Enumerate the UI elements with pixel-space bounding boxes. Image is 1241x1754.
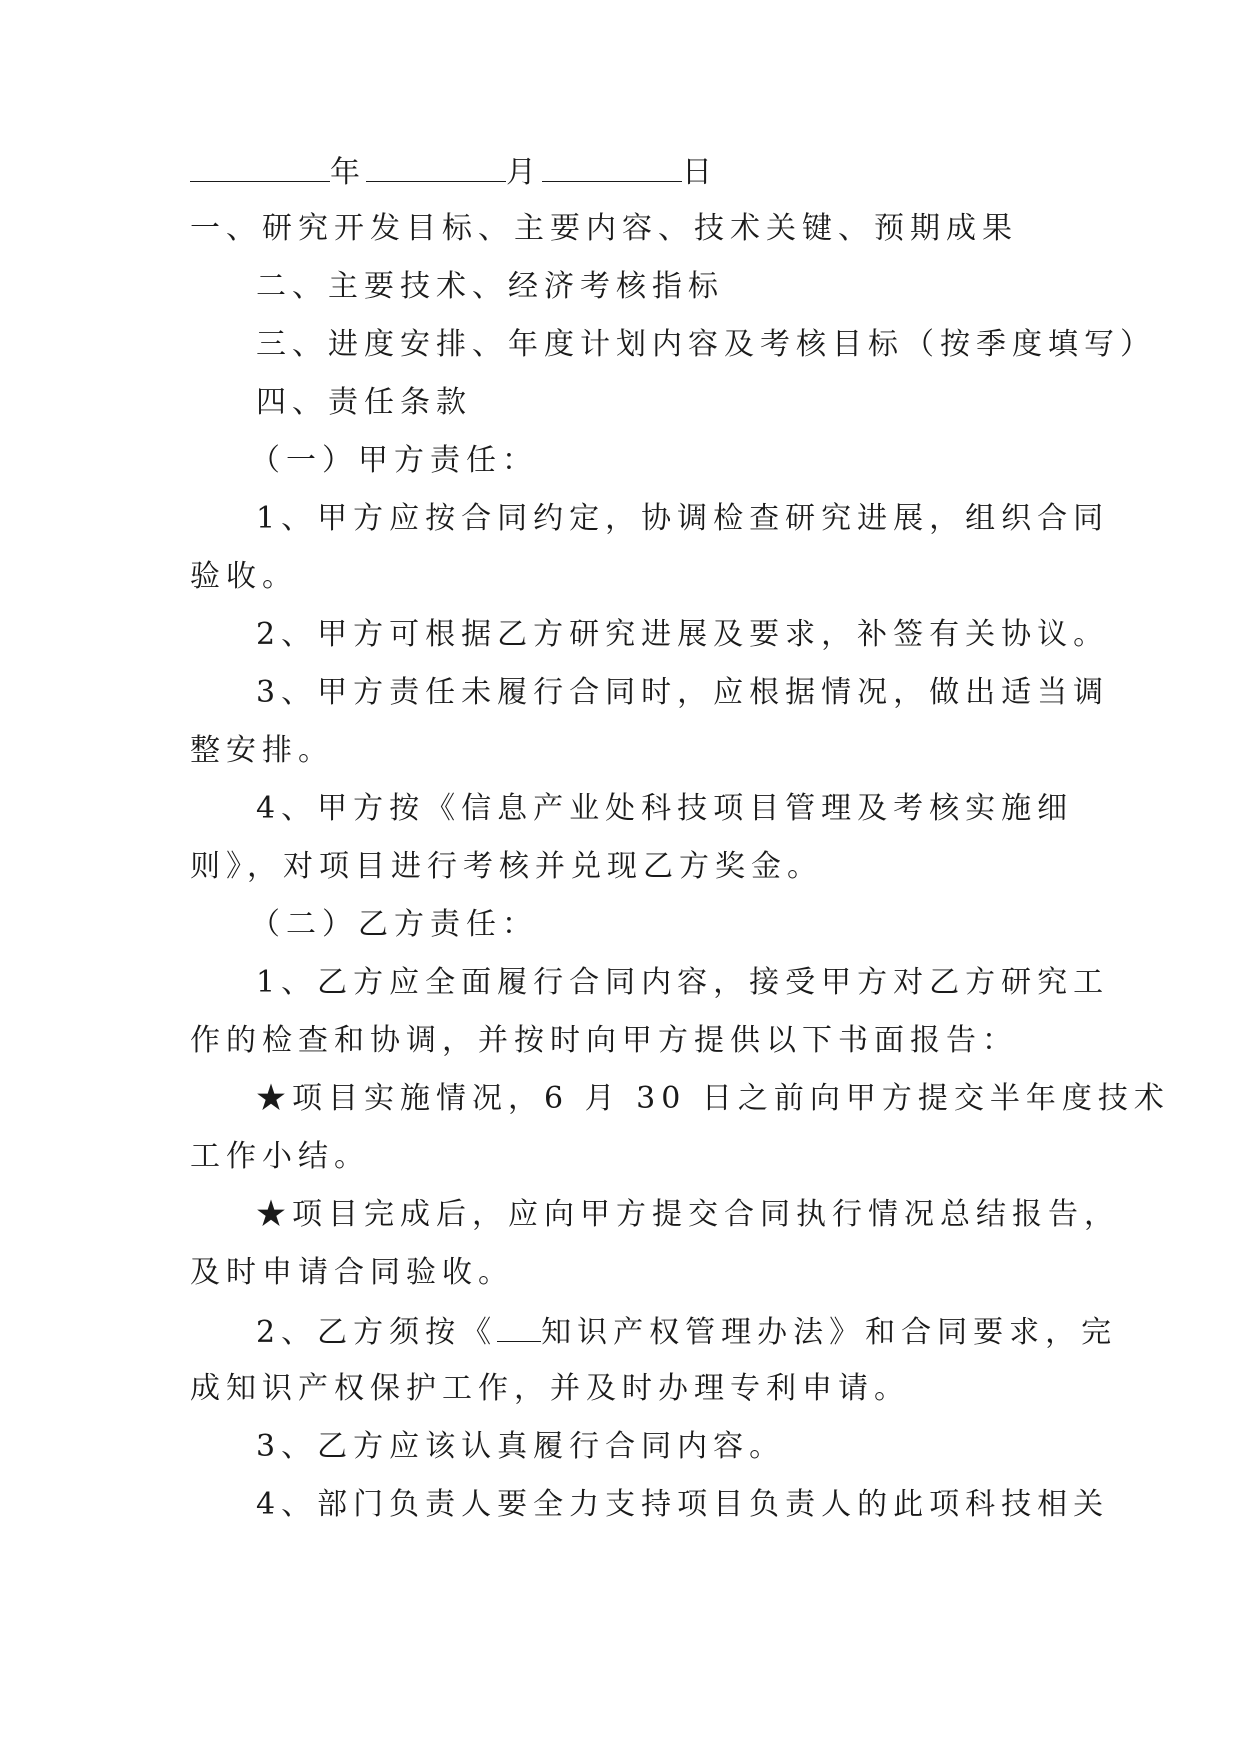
party-a-item-1-line-1: 1、甲方应按合同约定，协调检查研究进展，组织合同 <box>256 501 1110 536</box>
day-label: 日 <box>682 155 718 190</box>
year-label: 年 <box>330 155 366 190</box>
section-heading-2: 二、主要技术、经济考核指标 <box>256 269 724 304</box>
subsection-party-b: （二）乙方责任： <box>250 907 538 942</box>
day-blank[interactable] <box>542 151 682 182</box>
party-b-item-4-line-1: 4、部门负责人要全力支持项目负责人的此项科技相关 <box>256 1487 1110 1522</box>
party-b-item-1-line-2: 作的检查和协调，并按时向甲方提供以下书面报告： <box>190 1023 1018 1058</box>
section-heading-4: 四、责任条款 <box>256 385 472 420</box>
party-a-item-3-line-2: 整安排。 <box>190 733 334 768</box>
party-b-bullet-1-line-1: ★项目实施情况，6 月 30 日之前向甲方提交半年度技术 <box>256 1081 1170 1116</box>
party-b-bullet-2-line-2: 及时申请合同验收。 <box>190 1255 514 1290</box>
date-line <box>190 151 1070 193</box>
section-heading-3: 三、进度安排、年度计划内容及考核目标（按季度填写） <box>256 327 1156 362</box>
party-b-item-2-line-2: 成知识产权保护工作，并及时办理专利申请。 <box>190 1371 910 1406</box>
party-b-bullet-2-line-1: ★项目完成后，应向甲方提交合同执行情况总结报告， <box>256 1197 1120 1232</box>
party-a-item-3-line-1: 3、甲方责任未履行合同时，应根据情况，做出适当调 <box>256 675 1110 710</box>
party-a-item-4-line-1: 4、甲方按《信息产业处科技项目管理及考核实施细 <box>256 791 1074 826</box>
party-a-item-2: 2、甲方可根据乙方研究进展及要求，补签有关协议。 <box>256 617 1110 652</box>
ip-blank[interactable] <box>497 1311 541 1342</box>
section-heading-1: 一、研究开发目标、主要内容、技术关键、预期成果 <box>190 211 1018 246</box>
party-b-item-1-line-1: 1、乙方应全面履行合同内容，接受甲方对乙方研究工 <box>256 965 1110 1000</box>
subsection-party-a: （一）甲方责任： <box>250 443 538 478</box>
month-label: 月 <box>506 155 542 190</box>
ip-text-after: 知识产权管理办法》和合同要求， <box>541 1315 1082 1350</box>
party-b-item-2-line-1 <box>256 1311 1136 1353</box>
year-blank[interactable] <box>190 151 330 182</box>
party-b-bullet-1-line-2: 工作小结。 <box>190 1139 370 1174</box>
party-a-item-1-line-2: 验收。 <box>190 559 298 594</box>
party-a-item-4-line-2: 则》，对项目进行考核并兑现乙方奖金。 <box>190 849 823 884</box>
ip-text-before: 2、乙方须按《 <box>256 1315 498 1350</box>
month-blank[interactable] <box>366 151 506 182</box>
ip-text-end: 完 <box>1081 1315 1118 1350</box>
party-b-item-3: 3、乙方应该认真履行合同内容。 <box>256 1429 786 1464</box>
